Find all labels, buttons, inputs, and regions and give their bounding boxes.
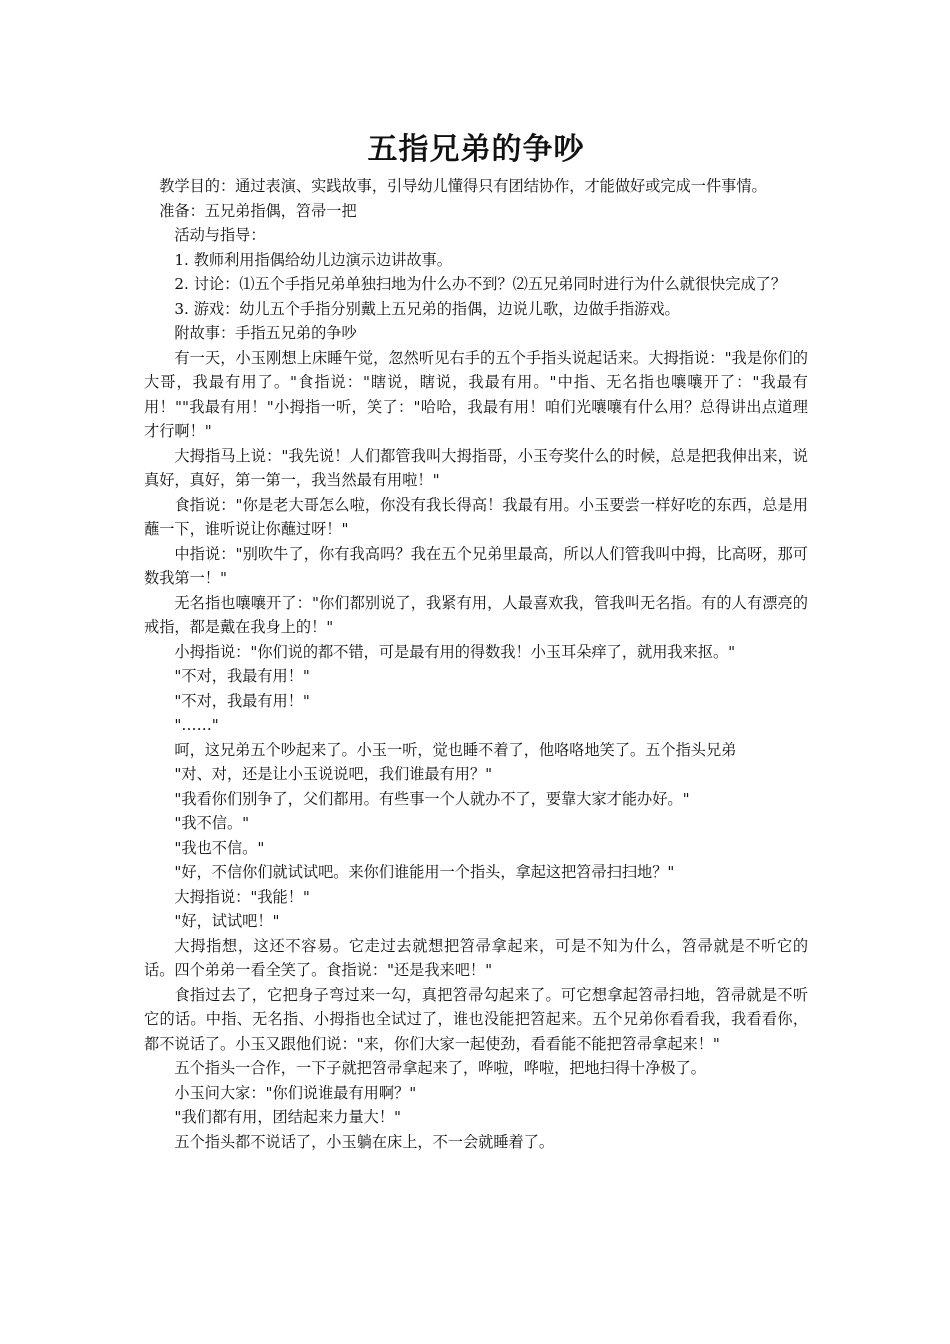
paragraph: "好，不信你们就试试吧。来你们谁能用一个指头，拿起这把笤帚扫扫地？"	[174, 863, 675, 881]
paragraph: 大拇指说："我能！"	[174, 887, 310, 906]
paragraph: 3. 游戏：幼儿五个手指分别戴上五兄弟的指偶，边说儿歌，边做手指游戏。	[174, 299, 680, 318]
paragraph: 五个指头一合作，一下子就把笤帚拿起来了，哗啦，哗啦，把地扫得十净极了。	[174, 1059, 706, 1077]
document-body	[144, 174, 808, 1154]
document-title: 五指兄弟的争吵	[367, 132, 585, 167]
paragraph: "……"	[174, 716, 219, 734]
paragraph: 小拇指说："你们说的都不错，可是最有用的得数我！小玉耳朵痒了，就用我来抠。"	[174, 642, 736, 661]
paragraph: 五个指头都不说话了，小玉躺在床上，不一会就睡着了。	[174, 1132, 555, 1151]
paragraph: 1. 教师利用指偶给幼儿边演示边讲故事。	[174, 250, 452, 269]
paragraph: 食指过去了，它把身子弯过来一勾，真把笤帚勾起来了。可它想拿起笤帚扫地，笤帚就是不听它的话。中指、无名指、小拇指也全试过了，谁也没能把笤起来。五个兄弟你看看我，我看看你，都不说话了。小玉又跟他们说："来，你们大家一起使劲，看看能不能把笤帚拿起来！"	[144, 985, 808, 1053]
paragraph: 2. 讨论：⑴五个手指兄弟单独扫地为什么办不到？⑵五兄弟同时进行为什么就很快完成了？	[174, 275, 787, 293]
paragraph: 大拇指马上说："我先说！人们都管我叫大拇指哥，小玉夸奖什么的时候，总是把我伸出来，说真好，真好，第一第一，我当然最有用啦！"	[144, 446, 808, 489]
paragraph-objective: 教学目的：通过表演、实践故事，引导幼儿懂得只有团结协作，才能做好或完成一件事情。	[159, 177, 767, 195]
paragraph: "不对，我最有用！"	[174, 691, 310, 710]
paragraph: "对、对，还是让小玉说说吧，我们谁最有用？"	[174, 765, 493, 783]
paragraph: 大拇指想，这还不容易。它走过去就想把笤帚拿起来，可是不知为什么，笤帚就是不听它的话。四个弟弟一看全笑了。食指说："还是我来吧！"	[144, 936, 808, 979]
paragraph: "我看你们别争了，父们都用。有些事一个人就办不了，要靠大家才能办好。"	[174, 789, 690, 808]
paragraph: "不对，我最有用！"	[174, 667, 310, 685]
paragraph: 无名指也嚷嚷开了："你们都别说了，我紧有用，人最喜欢我，管我叫无名指。有的人有漂亮的戒指，都是戴在我身上的！"	[144, 593, 808, 636]
document-page	[144, 128, 808, 1154]
paragraph: 附故事：手指五兄弟的争吵	[174, 324, 357, 342]
paragraph: "我们都有用，团结起来力量大！"	[174, 1108, 401, 1126]
paragraph: "我不信。"	[174, 814, 250, 832]
paragraph-preparation: 准备：五兄弟指偶，笤帚一把	[159, 201, 357, 220]
paragraph: 活动与指导：	[174, 226, 266, 244]
paragraph: "好，试试吧！"	[174, 912, 280, 930]
paragraph: "我也不信。"	[174, 838, 265, 857]
paragraph: 呵，这兄弟五个吵起来了。小玉一听，觉也睡不着了，他咯咯地笑了。五个指头兄弟	[174, 740, 737, 759]
paragraph: 小玉问大家："你们说谁最有用啊？"	[174, 1083, 417, 1102]
paragraph: 有一天，小玉刚想上床睡午觉，忽然听见右手的五个手指头说起话来。大拇指说："我是你们的大哥，我最有用了。"食指说："瞎说，瞎说，我最有用。"中指、无名指也嚷嚷开了："我最有用！""我最有用！"小拇指一听，笑了："哈哈，我最有用！咱们光嚷嚷有什么用？总得讲出点道理才行啊！"	[144, 348, 808, 440]
paragraph: 中指说："别吹牛了，你有我高吗？我在五个兄弟里最高，所以人们管我叫中拇，比高呀，那可数我第一！"	[144, 544, 808, 587]
paragraph: 食指说："你是老大哥怎么啦，你没有我长得高！我最有用。小玉要尝一样好吃的东西，总是用蘸一下，谁听说让你蘸过呀！"	[144, 495, 808, 538]
